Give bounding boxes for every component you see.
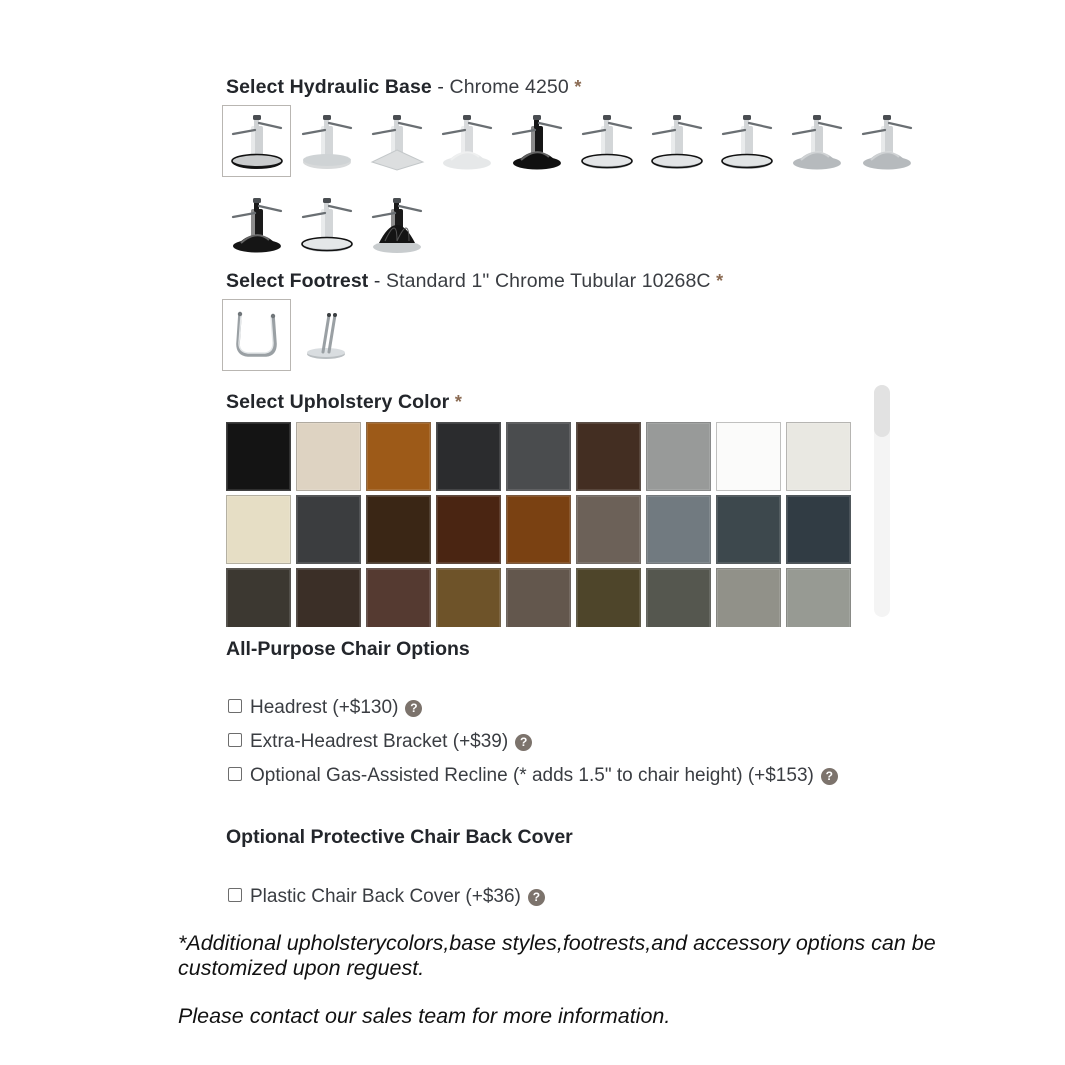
hydraulic-base-option-chrome-round-black-rim-c[interactable] [712,105,781,177]
upholstery-swatch-silver-gray[interactable] [786,568,851,627]
hydraulic-base-heading [226,76,581,99]
option-label-headrest: Headrest (+$130) [250,697,399,718]
hydraulic-base-option-chrome-4250-round-black-ring[interactable] [222,105,291,177]
footrest-option-t-bar-footrest[interactable] [292,299,361,371]
note-line-2: can be customized upon reguest. [178,931,936,980]
upholstery-scrollbar-thumb[interactable] [874,385,890,437]
checkbox-gas-assisted-recline[interactable] [228,767,242,781]
hydraulic-base-option-chrome-round-disc[interactable] [292,105,361,177]
upholstery-swatch-beige[interactable] [296,422,361,491]
option-row-gas-assisted-recline[interactable] [228,765,838,787]
note-line-1: *Additional upholsterycolors,base styles,footrests,and accessory options [178,931,866,955]
help-icon[interactable]: ? [821,768,838,785]
hydraulic-base-option-black-bell-base[interactable] [362,188,431,260]
upholstery-swatch-dark-olive-black[interactable] [226,568,291,627]
option-label-extra-headrest-bracket: Extra-Headrest Bracket (+$39) [250,731,509,752]
hydraulic-base-option-silver-dome-base-b[interactable] [852,105,921,177]
upholstery-swatch-navy-charcoal[interactable] [786,495,851,564]
note-contact-sales: Please contact our sales team for more information. [178,1004,671,1028]
upholstery-swatch-taupe[interactable] [576,495,641,564]
upholstery-swatch-pewter[interactable] [646,568,711,627]
hydraulic-base-option-white-dome-base[interactable] [432,105,501,177]
note-customization [178,931,968,981]
footrest-heading [226,270,723,293]
upholstery-swatch-warm-gray-brown[interactable] [506,568,571,627]
upholstery-swatch-olive-brown[interactable] [576,568,641,627]
upholstery-swatch-dark-coffee[interactable] [296,568,361,627]
help-icon[interactable]: ? [405,700,422,717]
checkbox-headrest[interactable] [228,699,242,713]
hydraulic-base-label: Select Hydraulic Base [226,76,432,98]
footrest-separator: - [373,270,381,292]
upholstery-swatch-steel-blue-gray[interactable] [716,495,781,564]
hydraulic-base-option-chrome-round-black-rim-a[interactable] [572,105,641,177]
footrest-required-marker: * [716,271,724,291]
upholstery-heading [226,391,462,414]
option-row-headrest[interactable] [228,697,422,719]
upholstery-swatch-area [226,422,862,627]
hydraulic-base-option-chrome-flat-round-base[interactable] [292,188,361,260]
hydraulic-base-option-black-dome-base-2[interactable] [222,188,291,260]
upholstery-swatch-chocolate[interactable] [436,495,501,564]
upholstery-swatch-black[interactable] [226,422,291,491]
hydraulic-base-selected-value: Chrome 4250 [449,76,569,98]
back-cover-heading: Optional Protective Chair Back Cover [226,826,573,848]
footrest-option-u-shaped-tubular-footrest[interactable] [222,299,291,371]
footrest-label: Select Footrest [226,270,369,292]
hydraulic-base-option-chrome-round-black-rim-b[interactable] [642,105,711,177]
upholstery-swatch-white[interactable] [716,422,781,491]
upholstery-swatch-dark-gray[interactable] [506,422,571,491]
upholstery-swatch-grid [226,422,862,627]
upholstery-swatch-chestnut[interactable] [506,495,571,564]
footrest-options-row [222,299,362,371]
hydraulic-base-options-row-2 [222,188,432,260]
upholstery-swatch-dark-brown[interactable] [576,422,641,491]
hydraulic-base-option-silver-dome-base-a[interactable] [782,105,851,177]
option-row-plastic-chair-back-cover[interactable] [228,886,545,908]
upholstery-label: Select Upholstery Color [226,391,450,413]
upholstery-swatch-cream[interactable] [226,495,291,564]
chair-options-heading: All-Purpose Chair Options [226,638,470,660]
help-icon[interactable]: ? [528,889,545,906]
upholstery-swatch-mahogany[interactable] [366,568,431,627]
help-icon[interactable]: ? [515,734,532,751]
hydraulic-base-separator: - [437,76,444,98]
hydraulic-base-option-black-dome-base[interactable] [502,105,571,177]
option-label-gas-assisted-recline: Optional Gas-Assisted Recline (* adds 1.5" to chair height) (+$153) [250,765,814,786]
upholstery-swatch-charcoal-black[interactable] [436,422,501,491]
upholstery-swatch-off-white[interactable] [786,422,851,491]
upholstery-swatch-medium-gray[interactable] [646,422,711,491]
checkbox-plastic-chair-back-cover[interactable] [228,888,242,902]
upholstery-swatch-espresso[interactable] [366,495,431,564]
upholstery-swatch-bronze[interactable] [436,568,501,627]
upholstery-swatch-slate-gray[interactable] [646,495,711,564]
upholstery-required-marker: * [454,392,462,412]
upholstery-swatch-light-gray[interactable] [716,568,781,627]
footrest-selected-value: Standard 1" Chrome Tubular 10268C [386,270,711,292]
hydraulic-base-required-marker: * [574,77,582,97]
checkbox-extra-headrest-bracket[interactable] [228,733,242,747]
hydraulic-base-options-row-1 [222,105,922,177]
hydraulic-base-option-chrome-square-base[interactable] [362,105,431,177]
option-row-extra-headrest-bracket[interactable] [228,731,532,753]
option-label-plastic-chair-back-cover: Plastic Chair Back Cover (+$36) [250,886,521,907]
upholstery-swatch-graphite[interactable] [296,495,361,564]
upholstery-swatch-cognac[interactable] [366,422,431,491]
